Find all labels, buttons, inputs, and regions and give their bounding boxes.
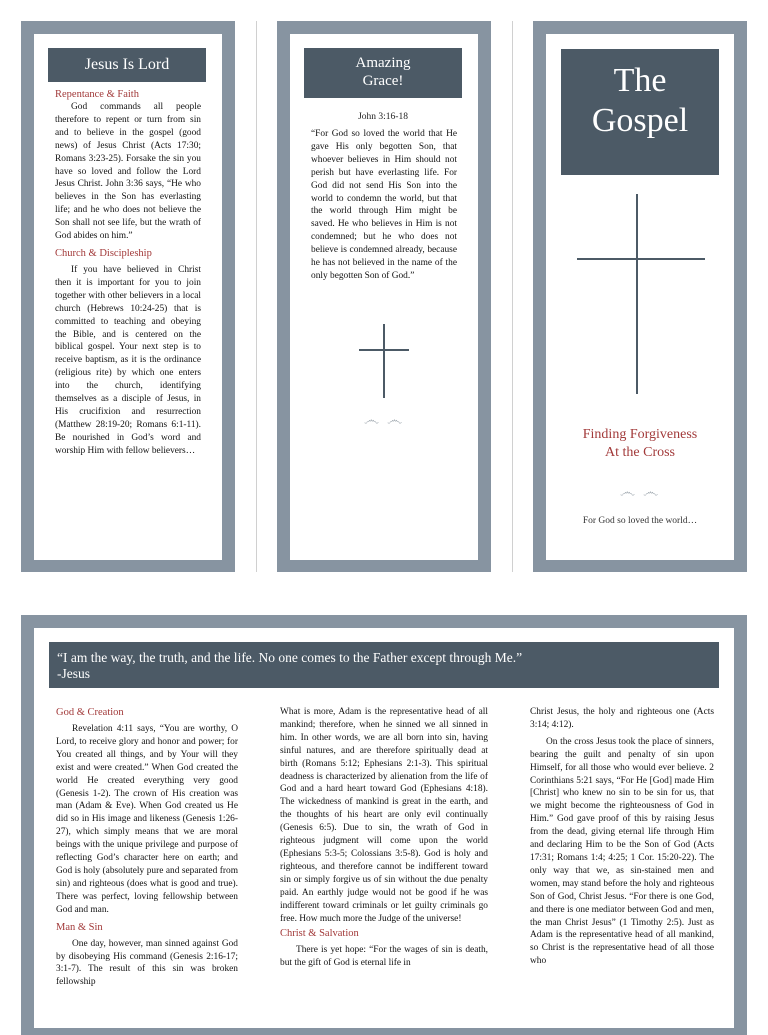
jesus-quote: “I am the way, the truth, and the life. No one comes to the Father except through Me.” [57, 650, 523, 665]
cover-title-block [561, 49, 719, 175]
paragraph-cross: On the cross Jesus took the place of sinners, bearing the guilt and penalty of sin upon Himself, for all those who would ever believe. 2 Corinthians 5:21 says, “For He [God] made Him [Christ] who knew no sin to be sin for us, that we might become the righteousness of God in Him.” God gave proof of this by raising Jesus from the dead, giving eternal life through Him and declaring Him to be the Son of God (Acts 17:31; Romans 1:4; 4:25; 1 Cor. 15:20-22). The only way that we, as sin-stained men and women, may stand before the holy and righteous Son of God, Christ Jesus. “For there is one God, and there is one mediator between God and men, the man Christ Jesus” (1 Timothy 2:5). Just as Adam is the representative head of all mankind, so Christ is the representative head of all those who [530, 736, 714, 967]
cover-footer: For God so loved the world… [582, 516, 698, 526]
scripture-quote: “For God so loved the world that He gave His only begotten Son, that whoever believes in Him should not perish but have everlasting life. For God did not send His Son into the world to condemn the world, but that the world through Him might be saved. He who believes in Him is not condemned; but he who does not believe is condemned already, because he has not believed in the name of the only begotten Son of God.” [311, 129, 457, 281]
section-heading-salvation: Christ & Salvation [280, 928, 359, 940]
paragraph-salvation: There is yet hope: “For the wages of sin is death, but the gift of God is eternal life in [280, 945, 488, 969]
panel-header [304, 48, 462, 98]
panel-jesus-is-lord [34, 34, 222, 560]
paragraph-sin: One day, however, man sinned against God by disobeying His command (Genesis 2:16-17; 3:1-7). The result of this sin was broken fellowship [56, 938, 238, 988]
section-heading-sin: Man & Sin [56, 921, 103, 933]
section-heading-creation: God & Creation [56, 707, 124, 718]
panel-cover [546, 34, 734, 560]
fold-line [256, 21, 257, 572]
paragraph-church: If you have believed in Christ then it is important for you to join together with other believers in a local church (Hebrews 10:24-25) that is committed to teaching and obeying the Bible, and is centered on the biblical gospel. Your next step is to receive baptism, as it is the ordinance (religious rite) by which one enters into the church, identifying themselves as a disciple of Jesus, in His crucifixion and resurrection (Matthew 28:19-20; Romans 6:1-11). Be nourished in God’s word and worship Him with fellow believers… [55, 264, 201, 456]
paragraph-repentance: God commands all people therefore to repent or turn from sin and to believe in the gospel (good news) of Jesus Christ (Acts 17:30; Romans 3:23-25). Forsake the sin you have so loved and follow the Lord Jesus Christ. John 3:36 says, “He who believes in the Son has everlasting life; and he who does not believe the Son shall not see life, but the wrath of God abides on him.” [55, 102, 201, 242]
panel-content [55, 88, 201, 458]
section-heading-repentance: Repentance & Faith [55, 89, 139, 100]
cover-title-line2: Gospel [591, 102, 689, 139]
panel-title-line1: Amazing [355, 55, 411, 71]
panel-title-line2: Grace! [362, 73, 404, 89]
paragraph-christ-jesus: Christ Jesus, the holy and righteous one (Acts 3:14; 4:12). [530, 707, 714, 730]
panel-amazing-grace [290, 34, 478, 560]
panel-title: Jesus Is Lord [84, 56, 170, 73]
fold-line [512, 21, 513, 572]
inside-page [34, 628, 734, 1028]
jesus-quote-banner [49, 642, 719, 688]
inside-column-3 [530, 706, 714, 968]
inside-column-1 [56, 706, 238, 989]
inside-column-2 [280, 706, 488, 970]
paragraph-mankind: What is more, Adam is the representative head of all mankind; therefore, when he sinned we all sinned in him. In other words, we are all born into sin, having sinful natures, and are therefore spiritually dead at birth (Romans 5:12; Ephesians 2:1-3). This spiritual deadness is characterized by alienation from the life of God and a hard heart toward God (Ephesians 4:18). The wickedness of mankind is great in the earth, and the thoughts of his heart are only evil continually (Genesis 6:5). Due to sin, the wrath of God in righteous judgment will come upon the world (Ephesians 5:3-5; Colossians 3:5-8). God is holy and righteous, and therefore cannot be indifferent toward sin or simply forgive us of sin without the due penalty paid. An earthly judge would not be good if he was indifferent toward criminals or let guilty criminals go free. How much more the Judge of the universe! [280, 707, 488, 924]
scripture-reference: John 3:16-18 [358, 112, 408, 122]
section-heading-church: Church & Discipleship [55, 247, 152, 259]
paragraph-creation: Revelation 4:11 says, “You are worthy, O Lord, to receive glory and honor and power; for You created all things, and by Your will they exist and were created.” When God created the world He created everything very good (Genesis 1-2). The crown of His creation was man (Adam & Eve). When God created us He did so in His image and likeness (Genesis 1:26-27), which simply means that we are moral beings with the unique privilege and purpose of reflecting God’s character here on earth; and God is holy (absolutely pure and separated from sin) and righteous (does what is good and true). There was perfect, loving fellowship between God and man. [56, 724, 238, 915]
panel-header [48, 48, 206, 82]
cover-title-line1: The [613, 62, 667, 99]
jesus-quote-attribution: -Jesus [57, 666, 90, 681]
cover-subtitle: Finding Forgiveness At the Cross [582, 427, 698, 460]
ornament-icon: ෴ ෴ [619, 484, 661, 501]
ornament-icon: ෴ ෴ [363, 412, 405, 429]
